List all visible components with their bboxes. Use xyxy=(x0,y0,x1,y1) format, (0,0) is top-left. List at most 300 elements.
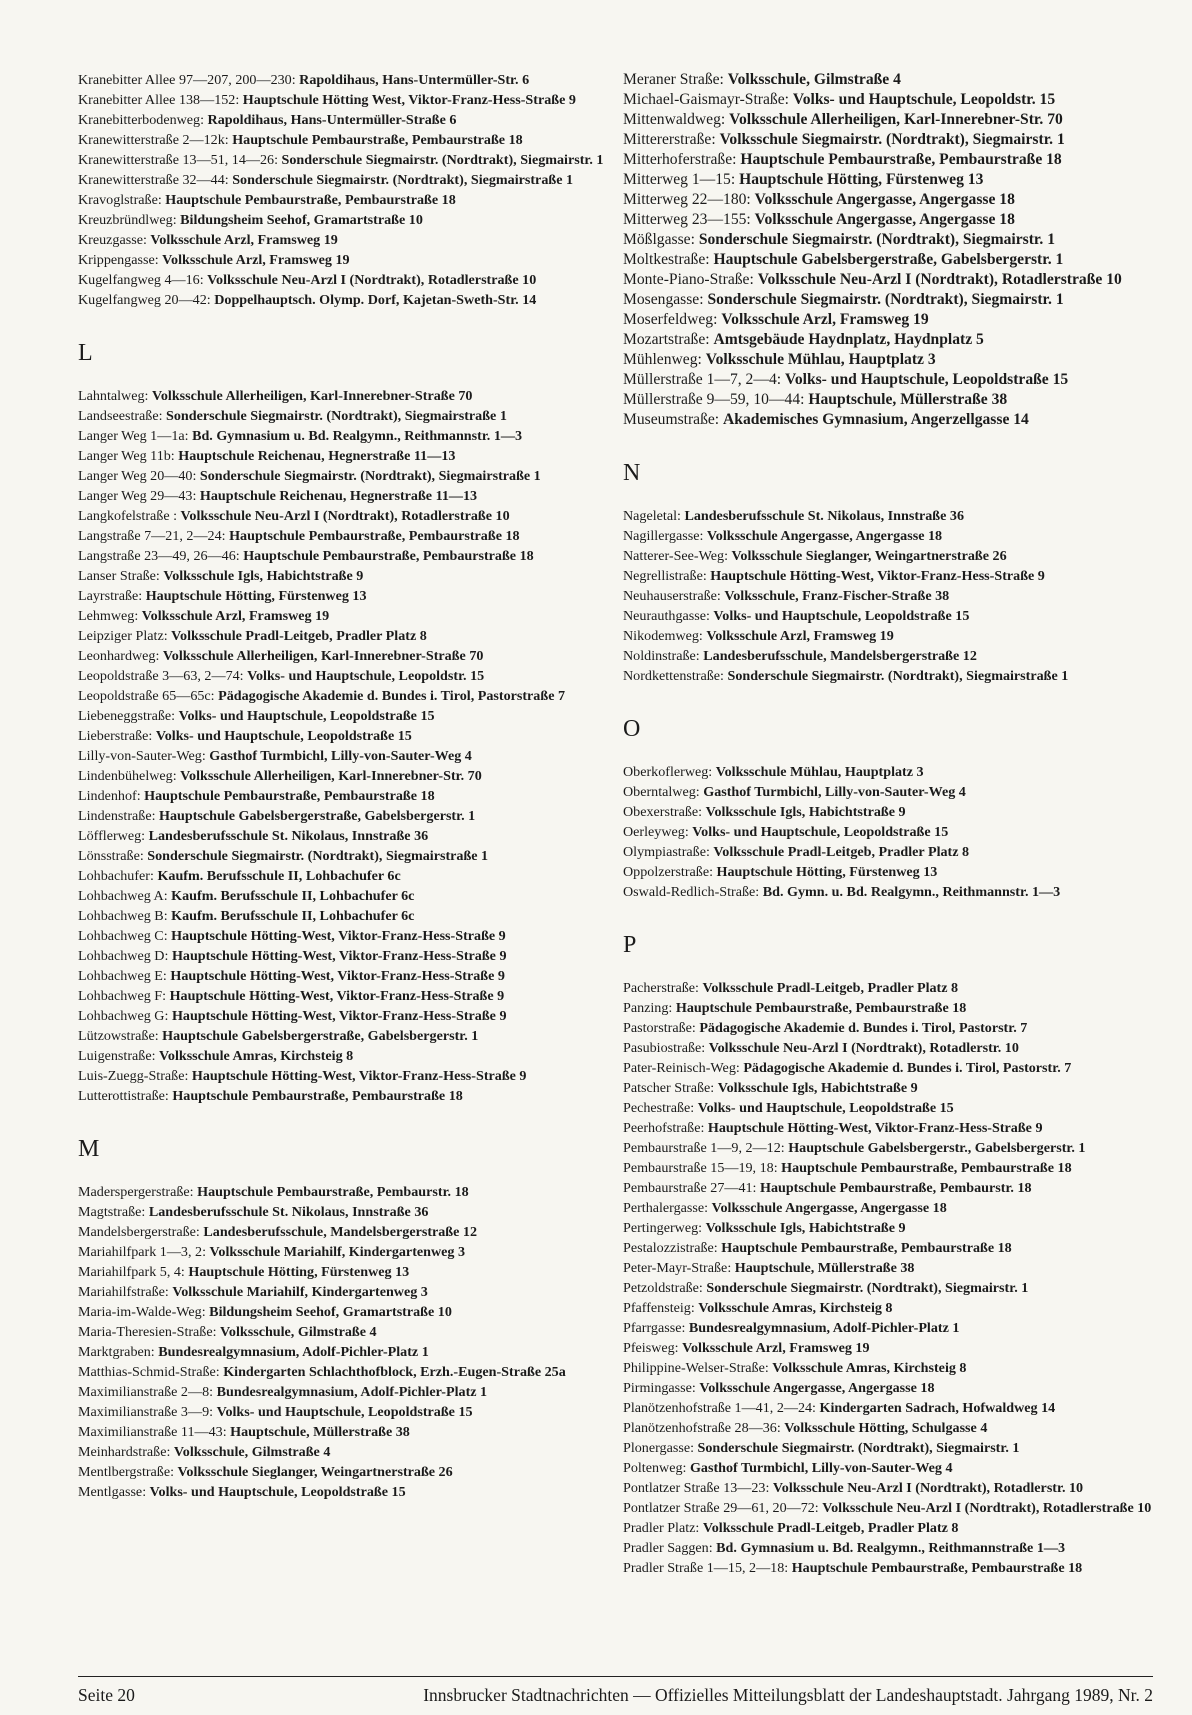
street-name: Mariahilfpark 5, 4: xyxy=(78,1264,189,1280)
publication-title: Innsbrucker Stadtnachrichten — Offizielles Mitteilungsblatt der Landeshauptstadt. Jahrgang 1989, Nr. 2 xyxy=(423,1685,1153,1705)
street-entry xyxy=(623,978,1153,998)
street-name: Layrstraße: xyxy=(78,588,146,604)
school-assignment: Volksschule Igls, Habichtstraße 9 xyxy=(705,804,906,820)
street-entry xyxy=(623,666,1153,686)
street-entry xyxy=(78,406,606,426)
school-assignment: Volksschule Neu-Arzl I (Nordtrakt), Rotadlerstr. 10 xyxy=(772,1480,1084,1496)
street-name: Kreuzgasse: xyxy=(78,232,151,248)
street-name: Peerhofstraße: xyxy=(623,1120,708,1136)
school-assignment: Sonderschule Siegmairstr. (Nordtrakt), Siegmairstr. 1 xyxy=(698,231,1055,248)
school-assignment: Hauptschule Hötting, Fürstenweg 13 xyxy=(188,1264,410,1280)
street-name: Langer Weg 29—43: xyxy=(78,488,200,504)
street-name: Pembaurstraße 27—41: xyxy=(623,1180,760,1196)
school-assignment: Hauptschule Hötting-West, Viktor-Franz-Hess-Straße 9 xyxy=(191,1068,527,1084)
street-name: Kranewitterstraße 32—44: xyxy=(78,172,233,188)
street-entry xyxy=(623,1258,1153,1278)
school-assignment: Sonderschule Siegmairstr. (Nordtrakt), Siegmairstraße 1 xyxy=(147,848,489,864)
street-entry xyxy=(623,1038,1153,1058)
street-name: Magtstraße: xyxy=(78,1204,149,1220)
school-assignment: Landesberufsschule, Mandelsbergerstraße 12 xyxy=(703,648,977,664)
school-assignment: Hauptschule Pembaurstraße, Pembaurstraße 18 xyxy=(740,151,1062,168)
street-name: Pontlatzer Straße 13—23: xyxy=(623,1480,773,1496)
street-name: Pembaurstraße 15—19, 18: xyxy=(623,1160,782,1176)
street-name: Pastorstraße: xyxy=(623,1020,700,1036)
street-name: Mitterweg 22—180: xyxy=(623,191,755,208)
street-entry xyxy=(623,1478,1153,1498)
street-entry xyxy=(623,1218,1153,1238)
school-assignment: Sonderschule Siegmairstr. (Nordtrakt), Siegmairstr. 1 xyxy=(706,1280,1029,1296)
school-assignment: Hauptschule Pembaurstraße, Pembaurstraße 18 xyxy=(229,528,520,544)
street-entry xyxy=(78,846,606,866)
street-entry xyxy=(623,1338,1153,1358)
school-assignment: Volksschule Mühlau, Hauptplatz 3 xyxy=(705,351,936,368)
school-assignment: Hauptschule Pembaurstraße, Pembaurstraße 18 xyxy=(791,1560,1083,1576)
street-name: Maderspergerstraße: xyxy=(78,1184,198,1200)
street-entry xyxy=(623,1378,1153,1398)
street-name: Pfaffensteig: xyxy=(623,1300,699,1316)
street-entry xyxy=(623,1538,1153,1558)
school-assignment: Hauptschule Pembaurstraße, Pembaurstraße 18 xyxy=(243,548,534,564)
school-assignment: Doppelhauptsch. Olymp. Dorf, Kajetan-Sweth-Str. 14 xyxy=(214,292,537,308)
school-assignment: Volksschule Angergasse, Angergasse 18 xyxy=(699,1380,935,1396)
street-entry xyxy=(78,966,606,986)
school-assignment: Pädagogische Akademie d. Bundes i. Tirol, Pastorstr. 7 xyxy=(699,1020,1028,1036)
street-name: Pirmingasse: xyxy=(623,1380,700,1396)
school-assignment: Hauptschule Hötting-West, Viktor-Franz-Hess-Straße 9 xyxy=(171,928,506,944)
street-entry xyxy=(78,1382,606,1402)
street-name: Noldinstraße: xyxy=(623,648,704,664)
street-entry xyxy=(78,786,606,806)
school-assignment: Rapoldihaus, Hans-Untermüller-Straße 6 xyxy=(207,112,457,128)
school-assignment: Volks- und Hauptschule, Leopoldstraße 15 xyxy=(155,728,412,744)
street-name: Maria-Theresien-Straße: xyxy=(78,1324,221,1340)
school-assignment: Volksschule Arzl, Framsweg 19 xyxy=(706,628,894,644)
street-name: Leipziger Platz: xyxy=(78,628,172,644)
street-entry xyxy=(623,1138,1153,1158)
school-assignment: Landesberufsschule St. Nikolaus, Innstraße 36 xyxy=(684,508,965,524)
street-entry xyxy=(623,130,1153,150)
street-entry xyxy=(78,1066,606,1086)
street-name: Maximilianstraße 3—9: xyxy=(78,1404,217,1420)
street-name: Mosengasse: xyxy=(623,291,708,308)
street-name: Meraner Straße: xyxy=(623,71,728,88)
street-name: Mitterhoferstraße: xyxy=(623,151,741,168)
street-entry xyxy=(78,1362,606,1382)
school-assignment: Volksschule Mariahilf, Kindergartenweg 3 xyxy=(209,1244,466,1260)
street-name: Mittenwaldweg: xyxy=(623,111,730,128)
street-name: Lanser Straße: xyxy=(78,568,164,584)
street-name: Pacherstraße: xyxy=(623,980,703,996)
street-name: Lohbachweg B: xyxy=(78,908,172,924)
street-entry xyxy=(78,386,606,406)
school-assignment: Bildungsheim Seehof, Gramartstraße 10 xyxy=(209,1304,452,1320)
street-entry xyxy=(78,726,606,746)
section-letter: O xyxy=(623,716,641,742)
school-assignment: Volksschule Sieglanger, Weingartnerstraße 26 xyxy=(177,1464,453,1480)
street-entry xyxy=(78,1402,606,1422)
street-entry xyxy=(623,1298,1153,1318)
school-assignment: Volks- und Hauptschule, Leopoldstraße 15 xyxy=(713,608,970,624)
school-assignment: Kindergarten Sadrach, Hofwaldweg 14 xyxy=(819,1400,1056,1416)
street-name: Lohbachufer: xyxy=(78,868,158,884)
school-assignment: Hauptschule Reichenau, Hegnerstraße 11—13 xyxy=(199,488,478,504)
school-assignment: Hauptschule Hötting, Fürstenweg 13 xyxy=(739,171,984,188)
street-name: Pradler Saggen: xyxy=(623,1540,717,1556)
street-entry xyxy=(623,862,1153,882)
street-entry xyxy=(78,270,606,290)
street-entry xyxy=(623,1438,1153,1458)
school-assignment: Hauptschule Gabelsbergerstraße, Gabelsbergerstr. 1 xyxy=(159,808,476,824)
school-assignment: Hauptschule Gabelsbergerstr., Gabelsbergerstr. 1 xyxy=(788,1140,1086,1156)
street-name: Lönsstraße: xyxy=(78,848,148,864)
street-name: Lohbachweg G: xyxy=(78,1008,172,1024)
school-assignment: Volksschule, Franz-Fischer-Straße 38 xyxy=(724,588,950,604)
street-entry xyxy=(78,230,606,250)
street-entry xyxy=(623,410,1153,430)
street-entry xyxy=(78,1202,606,1222)
street-name: Pasubiostraße: xyxy=(623,1040,709,1056)
street-name: Maximilianstraße 2—8: xyxy=(78,1384,217,1400)
school-assignment: Hauptschule Hötting-West, Viktor-Franz-Hess-Straße 9 xyxy=(171,1008,507,1024)
street-entry xyxy=(623,606,1153,626)
school-assignment: Volksschule Igls, Habichtstraße 9 xyxy=(705,1220,906,1236)
street-entry xyxy=(78,526,606,546)
school-assignment: Volksschule, Gilmstraße 4 xyxy=(727,71,901,88)
street-name: Kreuzbründlweg: xyxy=(78,212,181,228)
street-entry xyxy=(78,986,606,1006)
school-assignment: Hauptschule Pembaurstraße, Pembaurstraße 18 xyxy=(165,192,456,208)
street-entry xyxy=(623,882,1153,902)
street-entry xyxy=(78,946,606,966)
school-assignment: Kaufm. Berufsschule II, Lohbachufer 6c xyxy=(171,908,415,924)
street-name: Marktgraben: xyxy=(78,1344,159,1360)
street-name: Pestalozzistraße: xyxy=(623,1240,722,1256)
street-name: Lohbachweg D: xyxy=(78,948,172,964)
street-entry xyxy=(78,1462,606,1482)
school-assignment: Volksschule Amras, Kirchsteig 8 xyxy=(698,1300,893,1316)
school-assignment: Sonderschule Siegmairstr. (Nordtrakt), Siegmairstr. 1 xyxy=(281,152,604,168)
street-entry xyxy=(78,190,606,210)
street-entry xyxy=(78,130,606,150)
street-entry xyxy=(623,1238,1153,1258)
street-name: Pembaurstraße 1—9, 2—12: xyxy=(623,1140,789,1156)
school-assignment: Volksschule Neu-Arzl I (Nordtrakt), Rotadlerstraße 10 xyxy=(207,272,537,288)
school-assignment: Volksschule Neu-Arzl I (Nordtrakt), Rotadlerstr. 10 xyxy=(708,1040,1019,1056)
street-entry xyxy=(623,1518,1153,1538)
street-name: Lohbachweg F: xyxy=(78,988,170,1004)
school-assignment: Volksschule Mariahilf, Kindergartenweg 3 xyxy=(172,1284,428,1300)
street-entry xyxy=(78,586,606,606)
school-assignment: Hauptschule Gabelsbergerstraße, Gabelsbergerstr. 1 xyxy=(713,251,1064,268)
street-name: Mitterweg 1—15: xyxy=(623,171,740,188)
street-entry xyxy=(623,390,1153,410)
school-assignment: Volksschule Arzl, Framsweg 19 xyxy=(162,252,350,268)
school-assignment: Volks- und Hauptschule, Leopoldstraße 15 xyxy=(697,1100,954,1116)
school-assignment: Bundesrealgymnasium, Adolf-Pichler-Platz 1 xyxy=(688,1320,960,1336)
street-entry xyxy=(78,250,606,270)
street-name: Oerleyweg: xyxy=(623,824,693,840)
school-assignment: Hauptschule Hötting-West, Viktor-Franz-Hess-Straße 9 xyxy=(170,968,505,984)
school-assignment: Gasthof Turmbichl, Lilly-von-Sauter-Weg 4 xyxy=(209,748,472,764)
street-entry xyxy=(623,1498,1153,1518)
school-assignment: Kindergarten Schlachthofblock, Erzh.-Eugen-Straße 25a xyxy=(223,1364,566,1380)
street-entry xyxy=(623,1078,1153,1098)
street-entry xyxy=(623,270,1153,290)
street-entry xyxy=(623,250,1153,270)
street-name: Liebeneggstraße: xyxy=(78,708,179,724)
school-assignment: Gasthof Turmbichl, Lilly-von-Sauter-Weg 4 xyxy=(689,1460,953,1476)
street-entry xyxy=(623,350,1153,370)
school-assignment: Volksschule Mühlau, Hauptplatz 3 xyxy=(715,764,924,780)
street-entry xyxy=(78,1262,606,1282)
street-entry xyxy=(78,746,606,766)
street-entry xyxy=(623,290,1153,310)
street-entry xyxy=(78,1222,606,1242)
school-assignment: Volksschule Igls, Habichtstraße 9 xyxy=(163,568,364,584)
section-letter: M xyxy=(78,1136,100,1162)
street-entry xyxy=(78,210,606,230)
section-letter: N xyxy=(623,460,641,486)
street-name: Lohbachweg C: xyxy=(78,928,172,944)
street-name: Lützowstraße: xyxy=(78,1028,163,1044)
street-name: Leopoldstraße 3—63, 2—74: xyxy=(78,668,248,684)
street-entry xyxy=(78,150,606,170)
street-entry xyxy=(78,706,606,726)
school-assignment: Hauptschule Reichenau, Hegnerstraße 11—13 xyxy=(178,448,456,464)
page-number: Seite 20 xyxy=(78,1685,135,1705)
school-assignment: Volksschule Sieglanger, Weingartnerstraße 26 xyxy=(731,548,1007,564)
street-name: Maximilianstraße 11—43: xyxy=(78,1424,231,1440)
street-entry xyxy=(78,686,606,706)
street-entry xyxy=(78,290,606,310)
street-name: Landseestraße: xyxy=(78,408,167,424)
street-entry xyxy=(78,1086,606,1106)
school-assignment: Volksschule Arzl, Framsweg 19 xyxy=(721,311,929,328)
school-assignment: Landesberufsschule St. Nikolaus, Innstraße 36 xyxy=(148,828,429,844)
school-assignment: Volksschule Neu-Arzl I (Nordtrakt), Rotadlerstraße 10 xyxy=(822,1500,1152,1516)
street-name: Kugelfangweg 20—42: xyxy=(78,292,215,308)
school-assignment: Bildungsheim Seehof, Gramartstraße 10 xyxy=(180,212,423,228)
street-entry xyxy=(78,766,606,786)
school-assignment: Volks- und Hauptschule, Leopoldstraße 15 xyxy=(784,371,1069,388)
street-name: Löfflerweg: xyxy=(78,828,149,844)
school-assignment: Bd. Gymnasium u. Bd. Realgymn., Reithmannstraße 1—3 xyxy=(716,1540,1066,1556)
street-entry xyxy=(78,1422,606,1442)
street-name: Kranebitter Allee 97—207, 200—230: xyxy=(78,72,300,88)
street-entry xyxy=(78,170,606,190)
street-entry xyxy=(623,1558,1153,1578)
school-assignment: Rapoldihaus, Hans-Untermüller-Str. 6 xyxy=(299,72,530,88)
street-entry xyxy=(78,1322,606,1342)
street-entry xyxy=(623,170,1153,190)
school-assignment: Hauptschule Hötting, Fürstenweg 13 xyxy=(145,588,367,604)
street-name: Kugelfangweg 4—16: xyxy=(78,272,208,288)
street-name: Leopoldstraße 65—65c: xyxy=(78,688,219,704)
street-name: Mitterweg 23—155: xyxy=(623,211,755,228)
school-assignment: Volks- und Hauptschule, Leopoldstraße 15 xyxy=(149,1484,406,1500)
school-assignment: Volksschule Allerheiligen, Karl-Innerebner-Straße 70 xyxy=(151,388,473,404)
street-name: Poltenweg: xyxy=(623,1460,690,1476)
street-entry xyxy=(623,1278,1153,1298)
street-name: Patscher Straße: xyxy=(623,1080,718,1096)
school-assignment: Sonderschule Siegmairstr. (Nordtrakt), Siegmairstr. 1 xyxy=(707,291,1064,308)
street-name: Michael-Gaismayr-Straße: xyxy=(623,91,793,108)
street-name: Müllerstraße 1—7, 2—4: xyxy=(623,371,785,388)
school-assignment: Hauptschule Pembaurstraße, Pembaurstraße 18 xyxy=(675,1000,967,1016)
street-name: Kranebitterbodenweg: xyxy=(78,112,208,128)
school-assignment: Volksschule Neu-Arzl I (Nordtrakt), Rotadlerstraße 10 xyxy=(757,271,1122,288)
school-assignment: Volksschule Amras, Kirchsteig 8 xyxy=(772,1360,967,1376)
street-name: Müllerstraße 9—59, 10—44: xyxy=(623,391,809,408)
street-entry xyxy=(623,566,1153,586)
school-assignment: Landesberufsschule St. Nikolaus, Innstraße 36 xyxy=(148,1204,429,1220)
school-assignment: Sonderschule Siegmairstr. (Nordtrakt), Siegmairstraße 1 xyxy=(232,172,574,188)
school-assignment: Sonderschule Siegmairstr. (Nordtrakt), Siegmairstr. 1 xyxy=(697,1440,1020,1456)
school-assignment: Volksschule Pradl-Leitgeb, Pradler Platz 8 xyxy=(702,1520,959,1536)
street-entry xyxy=(78,466,606,486)
street-entry xyxy=(623,150,1153,170)
street-name: Museumstraße: xyxy=(623,411,724,428)
street-name: Perthalergasse: xyxy=(623,1200,712,1216)
school-assignment: Sonderschule Siegmairstr. (Nordtrakt), Siegmairstraße 1 xyxy=(166,408,507,424)
street-name: Matthias-Schmid-Straße: xyxy=(78,1364,224,1380)
street-entry xyxy=(623,1058,1153,1078)
street-name: Langkofelstraße : xyxy=(78,508,181,524)
street-entry xyxy=(623,1098,1153,1118)
street-entry xyxy=(623,842,1153,862)
street-entry xyxy=(623,546,1153,566)
street-entry xyxy=(623,310,1153,330)
school-assignment: Volksschule Angergasse, Angergasse 18 xyxy=(754,191,1015,208)
street-entry xyxy=(623,190,1153,210)
street-entry xyxy=(78,886,606,906)
school-assignment: Bundesrealgymnasium, Adolf-Pichler-Platz 1 xyxy=(158,1344,429,1360)
school-assignment: Pädagogische Akademie d. Bundes i. Tirol, Pastorstraße 7 xyxy=(218,688,566,704)
street-name: Natterer-See-Weg: xyxy=(623,548,732,564)
street-entry xyxy=(623,1318,1153,1338)
street-name: Langer Weg 1—1a: xyxy=(78,428,193,444)
school-assignment: Volksschule Allerheiligen, Karl-Innerebner-Str. 70 xyxy=(180,768,482,784)
school-assignment: Volksschule Neu-Arzl I (Nordtrakt), Rotadlerstraße 10 xyxy=(180,508,510,524)
street-entry xyxy=(78,826,606,846)
school-assignment: Volks- und Hauptschule, Leopoldstraße 15 xyxy=(216,1404,473,1420)
school-assignment: Volksschule Siegmairstr. (Nordtrakt), Siegmairstr. 1 xyxy=(719,131,1065,148)
street-name: Olympiastraße: xyxy=(623,844,714,860)
school-assignment: Pädagogische Akademie d. Bundes i. Tirol, Pastorstr. 7 xyxy=(743,1060,1072,1076)
street-entry xyxy=(78,666,606,686)
street-entry xyxy=(623,1398,1153,1418)
street-entry xyxy=(623,506,1153,526)
street-name: Planötzenhofstraße 1—41, 2—24: xyxy=(623,1400,820,1416)
street-name: Pfarrgasse: xyxy=(623,1320,689,1336)
street-name: Kranewitterstraße 13—51, 14—26: xyxy=(78,152,282,168)
street-entry xyxy=(78,1182,606,1202)
page-footer xyxy=(78,1676,1153,1706)
street-name: Langstraße 7—21, 2—24: xyxy=(78,528,230,544)
street-entry xyxy=(78,1282,606,1302)
street-entry xyxy=(623,210,1153,230)
section-letter: L xyxy=(78,340,93,366)
street-entry xyxy=(78,1342,606,1362)
street-name: Nageletal: xyxy=(623,508,685,524)
street-entry xyxy=(623,330,1153,350)
school-assignment: Volksschule Hötting, Schulgasse 4 xyxy=(784,1420,988,1436)
street-name: Oberntalweg: xyxy=(623,784,704,800)
street-name: Oswald-Redlich-Straße: xyxy=(623,884,763,900)
school-assignment: Volksschule Allerheiligen, Karl-Innerebner-Str. 70 xyxy=(729,111,1063,128)
street-entry xyxy=(623,1358,1153,1378)
school-assignment: Volks- und Hauptschule, Leopoldstraße 15 xyxy=(178,708,435,724)
street-entry xyxy=(623,822,1153,842)
street-name: Langer Weg 11b: xyxy=(78,448,179,464)
street-entry xyxy=(78,646,606,666)
school-assignment: Hauptschule, Müllerstraße 38 xyxy=(230,1424,410,1440)
street-name: Nikodemweg: xyxy=(623,628,707,644)
street-entry xyxy=(623,1418,1153,1438)
street-name: Lehmweg: xyxy=(78,608,142,624)
street-entry xyxy=(623,1178,1153,1198)
school-assignment: Hauptschule Pembaurstraße, Pembaurstr. 18 xyxy=(197,1184,469,1200)
street-entry xyxy=(78,446,606,466)
street-name: Lieberstraße: xyxy=(78,728,156,744)
street-name: Langer Weg 20—40: xyxy=(78,468,200,484)
street-name: Mandelsbergerstraße: xyxy=(78,1224,204,1240)
section-letter: P xyxy=(623,932,637,958)
street-entry xyxy=(78,926,606,946)
school-assignment: Volksschule, Gilmstraße 4 xyxy=(173,1444,331,1460)
street-name: Pradler Platz: xyxy=(623,1520,703,1536)
school-assignment: Volksschule Angergasse, Angergasse 18 xyxy=(706,528,943,544)
street-entry xyxy=(623,802,1153,822)
street-name: Mariahilfstraße: xyxy=(78,1284,173,1300)
street-name: Kranebitter Allee 138—152: xyxy=(78,92,243,108)
street-entry xyxy=(623,586,1153,606)
street-name: Neurauthgasse: xyxy=(623,608,714,624)
street-entry xyxy=(623,782,1153,802)
street-name: Maria-im-Walde-Weg: xyxy=(78,1304,210,1320)
school-assignment: Hauptschule Hötting-West, Viktor-Franz-Hess-Straße 9 xyxy=(707,1120,1043,1136)
street-entry xyxy=(78,546,606,566)
street-entry xyxy=(623,1118,1153,1138)
school-assignment: Hauptschule, Müllerstraße 38 xyxy=(734,1260,915,1276)
street-entry xyxy=(78,1302,606,1322)
school-assignment: Hauptschule Pembaurstraße, Pembaurstraße 18 xyxy=(721,1240,1012,1256)
school-assignment: Volksschule Arzl, Framsweg 19 xyxy=(141,608,330,624)
school-assignment: Bd. Gymn. u. Bd. Realgymn., Reithmannstr. 1—3 xyxy=(762,884,1061,900)
street-name: Mariahilfpark 1—3, 2: xyxy=(78,1244,210,1260)
street-entry xyxy=(623,1458,1153,1478)
school-assignment: Kaufm. Berufsschule II, Lohbachufer 6c xyxy=(171,888,415,904)
street-name: Oppolzerstraße: xyxy=(623,864,717,880)
street-entry xyxy=(78,606,606,626)
street-name: Pfeisweg: xyxy=(623,1340,683,1356)
street-name: Mühlenweg: xyxy=(623,351,706,368)
street-name: Pechestraße: xyxy=(623,1100,698,1116)
street-name: Kravoglstraße: xyxy=(78,192,166,208)
street-entry xyxy=(78,1242,606,1262)
street-entry xyxy=(623,646,1153,666)
street-name: Lindenhof: xyxy=(78,788,145,804)
school-assignment: Hauptschule Hötting-West, Viktor-Franz-Hess-Straße 9 xyxy=(171,948,507,964)
school-assignment: Bundesrealgymnasium, Adolf-Pichler-Platz 1 xyxy=(216,1384,488,1400)
street-entry xyxy=(78,90,606,110)
street-entry xyxy=(78,866,606,886)
street-name: Moltkestraße: xyxy=(623,251,714,268)
school-assignment: Gasthof Turmbichl, Lilly-von-Sauter-Weg 4 xyxy=(703,784,966,800)
street-name: Lindenstraße: xyxy=(78,808,160,824)
street-name: Langstraße 23—49, 26—46: xyxy=(78,548,244,564)
school-assignment: Volksschule Arzl, Framsweg 19 xyxy=(682,1340,870,1356)
